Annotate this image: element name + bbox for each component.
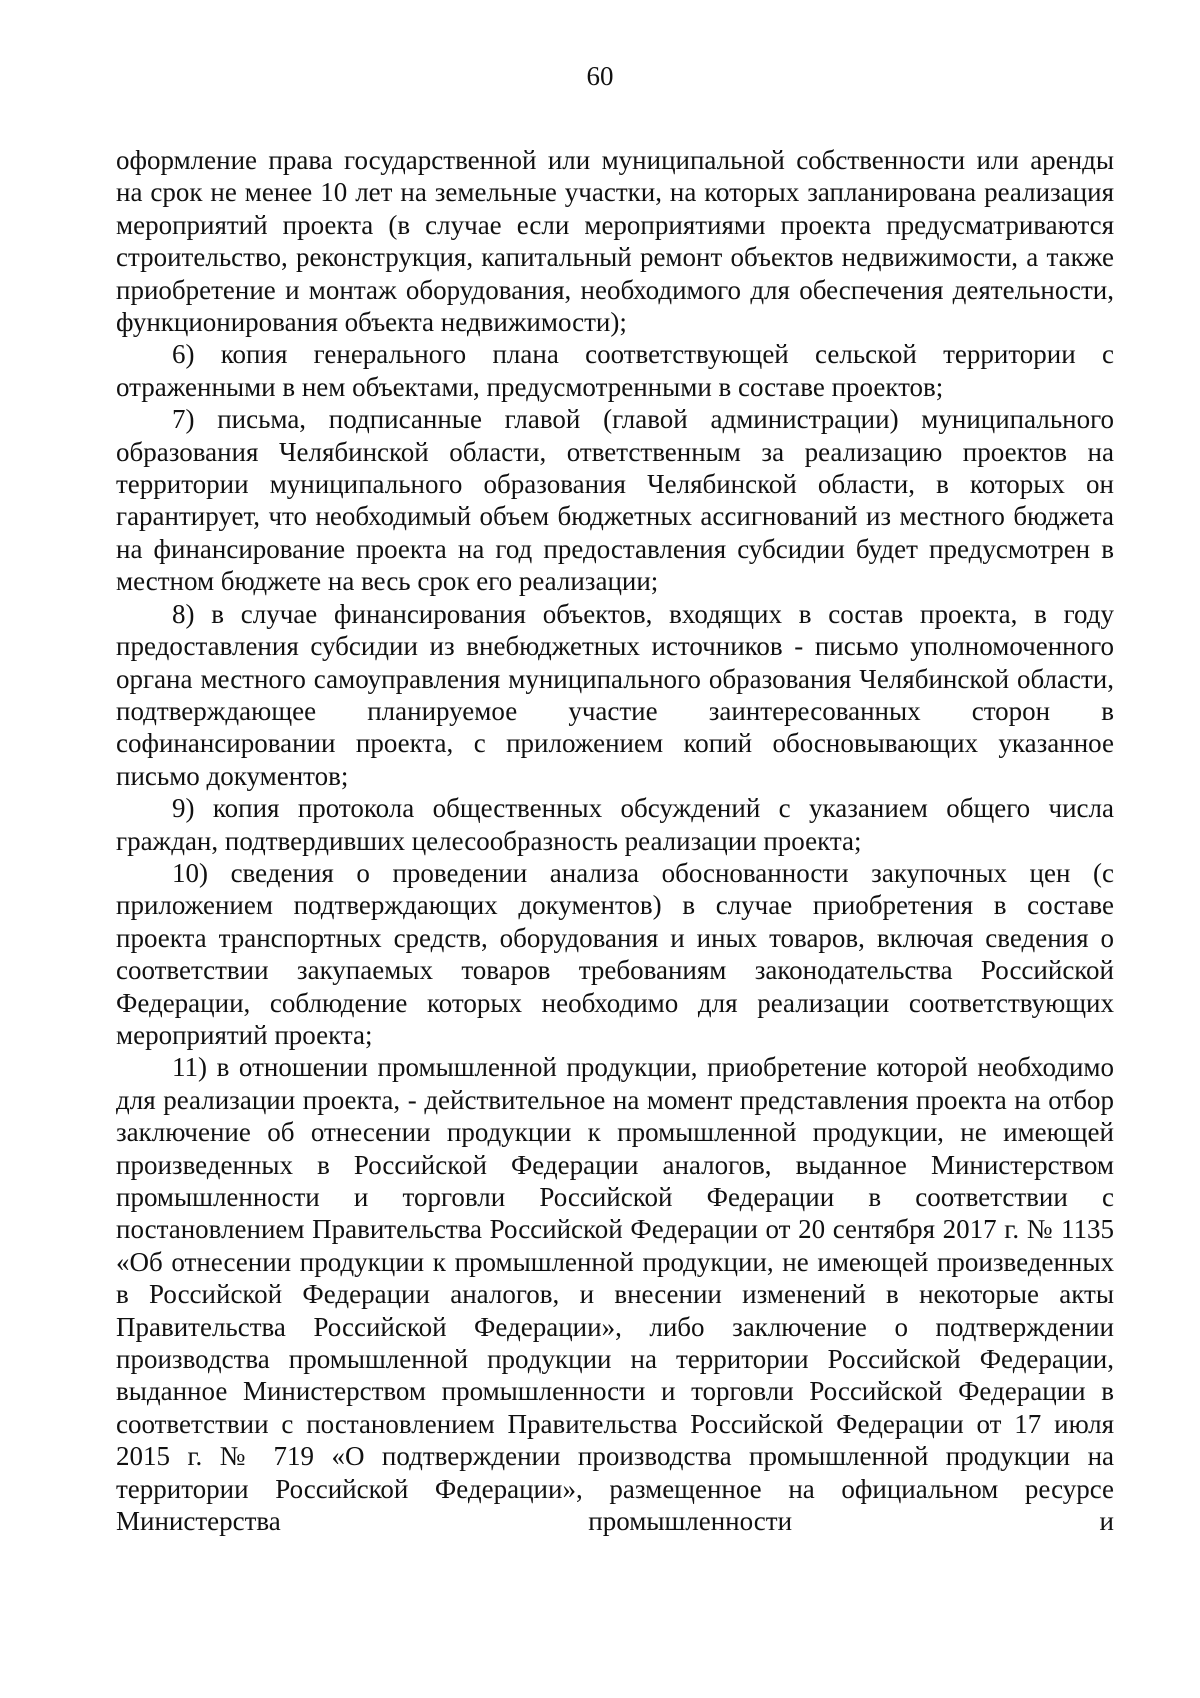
paragraph-item-8: 8) в случае финансирования объектов, входящих в состав проекта, в году предоставления субсидии из внебюджетных источников - письмо уполномоченного органа местного самоуправления муниципального образования Челябинской области, подтверждающее планируемое участие заинтересованных сторон в софинансировании проекта, с приложением копий обосновывающих указанное письмо документов; xyxy=(116,598,1114,791)
paragraph-item-11: 11) в отношении промышленной продукции, приобретение которой необходимо для реализации проекта, - действительное на момент представления проекта на отбор заключение об отнесении продукции к промышленной продукции, не имеющей произведенных в Российской Федерации аналогов, выданное Министерством промышленности и торговли Российской Федерации в соответствии с постановлением Правительства Российской Федерации от 20 сентября 2017 г. № 1135 «Об отнесении продукции к промышленной продукции, не имеющей произведенных в Российской Федерации аналогов, и внесении изменений в некоторые акты Правительства Российской Федерации», либо заключение о подтверждении производства промышленной продукции на территории Российской Федерации, выданное Министерством промышленности и торговли Российской Федерации в соответствии с постановлением Правительства Российской Федерации от 17 июля 2015 г. № 719 «О подтверждении производства промышленной продукции на территории Российской Федерации», размещенное на официальном ресурсе Министерства промышленности и xyxy=(116,1052,1114,1537)
paragraph-item-10: 10) сведения о проведении анализа обоснованности закупочных цен (с приложением подтверждающих документов) в случае приобретения в составе проекта транспортных средств, оборудования и иных товаров, включая сведения о соответствии закупаемых товаров требованиям законодательства Российской Федерации, соблюдение которых необходимо для реализации соответствующих мероприятий проекта; xyxy=(116,857,1114,1050)
page-number: 60 xyxy=(586,61,614,91)
paragraph-item-7: 7) письма, подписанные главой (главой администрации) муниципального образования Челябинской области, ответственным за реализацию проектов на территории муниципального образования Челябинской области, в которых он гарантирует, что необходимый объем бюджетных ассигнований из местного бюджета на финансирование проекта на год предоставления субсидии будет предусмотрен в местном бюджете на весь срок его реализации; xyxy=(116,404,1114,597)
paragraph-continuation: оформление права государственной или муниципальной собственности или аренды на срок не менее 10 лет на земельные участки, на которых запланирована реализация мероприятий проекта (в случае если мероприятиями проекта предусматриваются строительство, реконструкция, капитальный ремонт объектов недвижимости, а также приобретение и монтаж оборудования, необходимого для обеспечения деятельности, функционирования объекта недвижимости); xyxy=(116,145,1114,338)
paragraph-item-6: 6) копия генерального плана соответствующей сельской территории с отраженными в нем объектами, предусмотренными в составе проектов; xyxy=(116,339,1114,402)
paragraph-item-9: 9) копия протокола общественных обсуждений с указанием общего числа граждан, подтвердивших целесообразность реализации проекта; xyxy=(116,793,1114,856)
document-body xyxy=(116,144,1114,1537)
